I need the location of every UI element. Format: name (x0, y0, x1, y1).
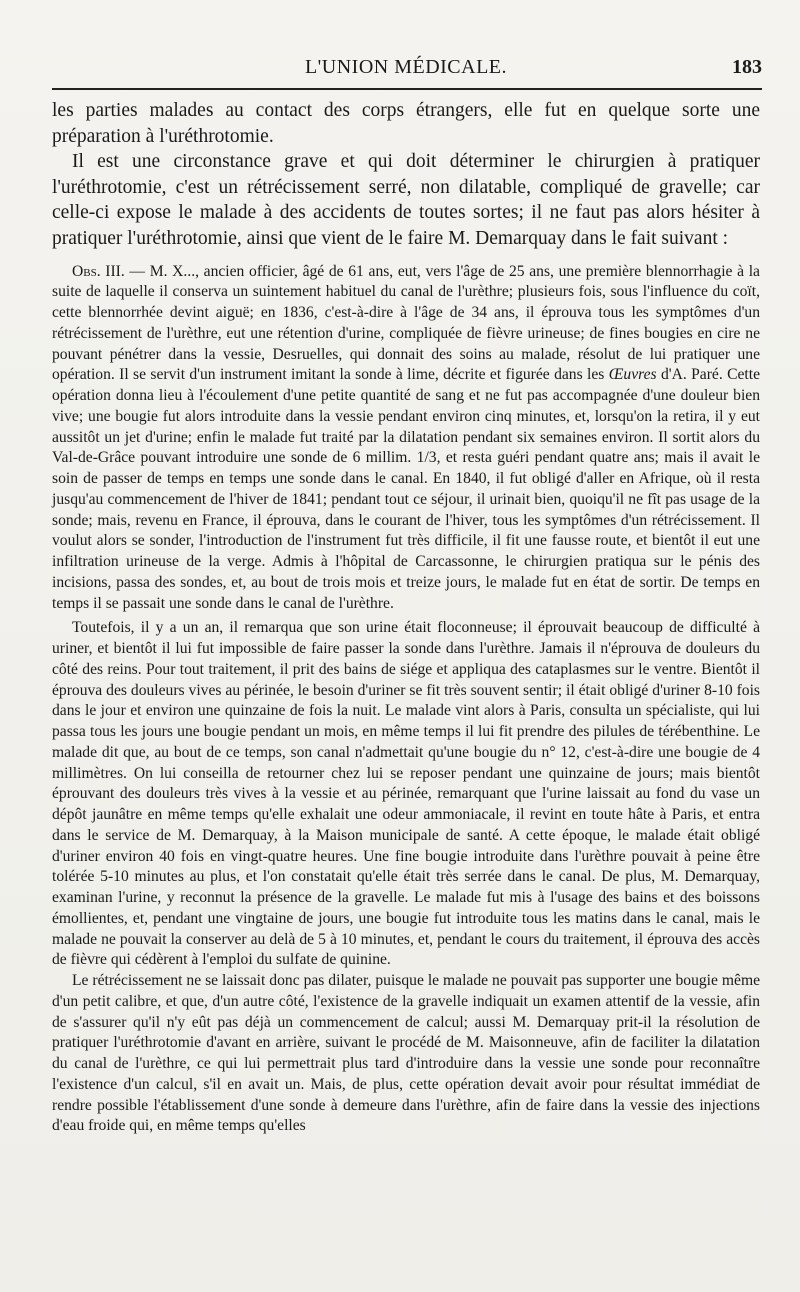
paragraph-retrecissement: Le rétrécissement ne se laissait donc pas dilater, puisque le malade ne pouvait pas supporter une bougie même d'un petit calibre, et que, d'un autre côté, l'existence de la gravelle indiquait un examen attentif de la vessie, afin de s'assurer qu'il n'y eût pas déjà un commencement de calcul; aussi M. Demarquay prit-il la résolution de pratiquer l'uréthrotomie d'avant en arrière, suivant le procédé de M. Maisonneuve, afin de faciliter la dilatation du canal de l'urèthre, ce qui lui permettrait plus tard d'introduire dans la vessie une sonde pour reconnaître l'existence d'un calcul, s'il en avait un. Mais, de plus, cette opération devait avoir pour résultat immédiat de rendre possible l'établissement d'une sonde à demeure dans l'urèthre, afin de faire dans la vessie des injections d'eau froide qui, en même temps qu'elles (52, 972, 760, 1135)
page-number: 183 (732, 56, 762, 78)
running-head (50, 52, 762, 82)
section-spacer (52, 252, 760, 262)
header-rule (52, 88, 762, 90)
article-body (52, 98, 760, 1137)
observation-label: Obs. III. (72, 262, 125, 280)
observation-text-part-2: d'A. Paré. Cette opération donna lieu à l'écoulement d'une petite quantité de sang et ne fut pas accompagnée d'une douleur bien vive; une bougie fut alors introduite dans la vessie pendant environ cinq minutes, et, lorsqu'on la retira, il y eut aussitôt un jet d'urine; enfin le malade fut traité par la dilatation pendant six semaines environ. Il sortit alors du Val-de-Grâce pouvant introduire une sonde de 6 millim. 1/3, et resta guéri pendant quatre ans; mais il avait le soin de passer de temps en temps une sonde dans le canal. En 1840, il fut obligé d'aller en Afrique, où il resta jusqu'au commencement de l'hiver de 1841; pendant tout ce séjour, il urinait bien, quoiqu'il ne fît pas usage de la sonde; mais, revenu en France, il éprouva, dans le courant de l'hiver, tous les symptômes d'un rétrécissement. Il voulut alors se sonder, l'introduction de l'instrument fut très difficile, il fit une fausse route, et bientôt il eut une infiltration urineuse de la verge. Admis à l'hôpital de Carcassonne, le chirurgien pratiqua sur le pénis des incisions, passa des sondes, et, au bout de trois mois et treize jours, le malade fut en état de sortir. De temps en temps il se passait une sonde dans le canal de l'urèthre. (52, 366, 760, 612)
observation-text-part-1: — M. X..., ancien officier, âgé de 61 ans, eut, vers l'âge de 25 ans, une première blennorrhagie à la suite de laquelle il conserva un suintement habituel du canal de l'urèthre; plusieurs fois, sous l'influence du coït, cette blennorrhée devint aiguë; en 1836, c'est-à-dire à l'âge de 34 ans, il éprouva tous les symptômes d'un rétrécissement de l'urèthre, eut une rétention d'urine, compliquée de fièvre urineuse; de fines bougies en cire ne pouvant pénétrer dans la vessie, Desruelles, qui donnait des soins au malade, résolut de lui pratiquer une opération. Il se servit d'un instrument imitant la sonde à lime, décrite et figurée dans les (52, 262, 760, 384)
paragraph-uretrotomy-indication: Il est une circonstance grave et qui doit déterminer le chirurgien à pratiquer l'uréthrotomie, c'est un rétrécissement serré, non dilatable, compliqué de gravelle; car celle-ci expose le malade à des accidents de toutes sortes; il ne faut pas alors hésiter à pratiquer l'uréthrotomie, ainsi que vient de le faire M. Demarquay dans le fait suivant : (52, 151, 760, 249)
paragraph-treatment-history: Toutefois, il y a un an, il remarqua que son urine était floconneuse; il éprouvait beaucoup de difficulté à uriner, et bientôt il lui fut impossible de faire passer la sonde dans l'urèthre. Jamais il n'éprouva de douleurs du côté des reins. Pour tout traitement, il prit des bains de siége et appliqua des cataplasmes sur le ventre. Bientôt il éprouva des douleurs vives au périnée, le besoin d'uriner se fit très souvent sentir; il était obligé d'uriner 8-10 fois dans le jour et environ une quinzaine de fois la nuit. Le malade vint alors à Paris, consulta un spécialiste, qui lui passa tous les jours une bougie pendant un mois, en même temps il lui fit prendre des pilules de térébenthine. Le malade dit que, au bout de ce temps, son canal n'admettait qu'une bougie du n° 12, c'est-à-dire une bougie de 4 millimètres. On lui conseilla de retourner chez lui se reposer pendant une quinzaine de jours; mais bientôt éprouvant des douleurs très vives à la vessie et au périnée, remarquant que l'urine laissait au fond du vase un dépôt jaunâtre en même temps qu'elle exhalait une odeur ammoniacale, il revint en toute hâte à Paris, et entra dans le service de M. Demarquay, à la Maison municipale de santé. A cette époque, le malade était obligé d'uriner environ 40 fois en vingt-quatre heures. Une fine bougie introduite dans l'urèthre pouvait à peine être tolérée 5-10 minutes au plus, et l'on constatait qu'elle était très serrée dans le canal. De plus, M. Demarquay, examinan l'urine, y reconnut la présence de la gravelle. Le malade fut mis à l'usage des bains et des boissons émollientes, et, pendant une vingtaine de jours, une bougie fut introduite tous les matins dans le canal, mais le malade ne pouvait la conserver au delà de 5 à 10 minutes, et, pendant le cours du traitement, il éprouva des accès de fièvre qui cédèrent à l'emploi du sulfate de quinine. (52, 619, 760, 969)
journal-title: L'UNION MÉDICALE. (304, 56, 508, 78)
observation-paragraph (52, 262, 760, 615)
oeuvres-italic: Œuvres (608, 366, 657, 384)
paragraph-continuation: les parties malades au contact des corps étrangers, elle fut en quelque sorte une préparation à l'uréthrotomie. (52, 100, 760, 147)
